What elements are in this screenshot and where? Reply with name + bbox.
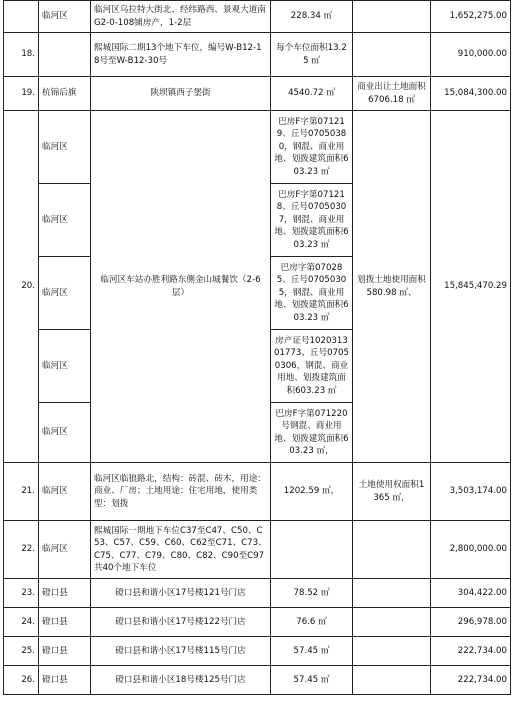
area-cell: 巴房F字第071218、丘号07050307，钢混、商业用地、划拨建筑面积603.23 ㎡ [271, 184, 353, 257]
district-cell: 临河区 [39, 403, 91, 463]
land-cell: 商业出让土地面积6706.18 ㎡ [353, 77, 431, 111]
location-cell: 临河区临狼路北，结构：砖混、砖木，用途：商业、厂房；土地用途：住宅用地，使用类型：划拨 [91, 463, 271, 521]
area-cell: 57.45 ㎡ [271, 666, 353, 695]
district-cell: 临河区 [39, 463, 91, 521]
location-cell: 磴口县和谐小区17号楼122号门店 [91, 608, 271, 637]
area-cell: 巴房字第070285、丘号07050305，钢混、商业用地、划拨建筑面积603.23 ㎡ [271, 257, 353, 330]
location-cell: 陕坝镇西子堡街 [91, 77, 271, 111]
district-cell: 磴口县 [39, 579, 91, 608]
row-number: 20. [4, 111, 39, 463]
price-cell: 304,422.00 [431, 579, 511, 608]
land-cell [353, 521, 431, 579]
area-cell: 巴房F字第071220号钢混、商业用地、划拨建筑面积603.23 ㎡， [271, 403, 353, 463]
price-cell: 15,845,470.29 [431, 111, 511, 463]
row-number: 25. [4, 637, 39, 666]
district-cell [39, 33, 91, 77]
district-cell: 临河区 [39, 111, 91, 184]
land-cell [353, 637, 431, 666]
land-cell: 土地使用权面积1365 ㎡， [353, 463, 431, 521]
area-cell: 房产证号102031301773、丘号07050306，钢混、商业用地、划拨建筑面积603.23 ㎡ [271, 330, 353, 403]
location-cell: 磴口县和谐小区18号楼125号门店 [91, 666, 271, 695]
district-cell: 临河区 [39, 521, 91, 579]
area-cell: 每个车位面积13.25 ㎡ [271, 33, 353, 77]
table-row [4, 463, 511, 521]
asset-table [3, 0, 511, 695]
district-cell: 杭锦后旗 [39, 77, 91, 111]
row-number: 21. [4, 463, 39, 521]
area-cell: 4540.72 ㎡ [271, 77, 353, 111]
district-cell: 临河区 [39, 330, 91, 403]
location-cell: 熙城国际一期地下车位C37至C47、C50、C53、C57、C59、C60、C62至C71、C73、C75、C77、C79、C80、C82、C90至C97共40个地下车位 [91, 521, 271, 579]
table-row [4, 33, 511, 77]
price-cell: 910,000.00 [431, 33, 511, 77]
area-cell: 巴房F字第071219、丘号07050380，钢混、商业用地、划拨建筑面积603.23 ㎡ [271, 111, 353, 184]
row-number: 22. [4, 521, 39, 579]
row-number: 24. [4, 608, 39, 637]
land-cell: 划拨土地使用面积580.98 ㎡、 [353, 111, 431, 463]
location-cell: 磴口县和谐小区17号楼115号门店 [91, 637, 271, 666]
land-cell [353, 608, 431, 637]
row-number [4, 1, 39, 33]
row-number: 23. [4, 579, 39, 608]
location-cell: 熙城国际二期13个地下车位，编号W-B12-18号至W-B12-30号 [91, 33, 271, 77]
table-row [4, 608, 511, 637]
land-cell [353, 33, 431, 77]
area-cell [271, 521, 353, 579]
area-cell: 228.34 ㎡ [271, 1, 353, 33]
land-cell [353, 579, 431, 608]
row-number: 26. [4, 666, 39, 695]
district-cell: 临河区 [39, 184, 91, 257]
row-number: 19. [4, 77, 39, 111]
table-row [4, 666, 511, 695]
price-cell: 222,734.00 [431, 666, 511, 695]
price-cell: 1,652,275.00 [431, 1, 511, 33]
area-cell: 57.45 ㎡ [271, 637, 353, 666]
district-cell: 临河区 [39, 257, 91, 330]
district-cell: 临河区 [39, 1, 91, 33]
land-cell [353, 666, 431, 695]
table-row [4, 521, 511, 579]
table-row [4, 111, 511, 184]
location-cell: 磴口县和谐小区17号楼121号门店 [91, 579, 271, 608]
price-cell: 3,503,174.00 [431, 463, 511, 521]
table-row [4, 77, 511, 111]
land-cell [353, 1, 431, 33]
price-cell: 15,084,300.00 [431, 77, 511, 111]
price-cell: 2,800,000.00 [431, 521, 511, 579]
price-cell: 296,978.00 [431, 608, 511, 637]
area-cell: 76.6 ㎡ [271, 608, 353, 637]
district-cell: 磴口县 [39, 666, 91, 695]
location-cell: 临河区车站办胜利路东侧金山城餐饮（2-6层） [91, 111, 271, 463]
district-cell: 磴口县 [39, 637, 91, 666]
area-cell: 1202.59 ㎡， [271, 463, 353, 521]
location-cell: 临河区乌拉特大街北、经纬路西、景观大道南G2-0-108铺房产，1-2层 [91, 1, 271, 33]
price-cell: 222,734.00 [431, 637, 511, 666]
table-row [4, 637, 511, 666]
district-cell: 磴口县 [39, 608, 91, 637]
row-number: 18. [4, 33, 39, 77]
table-row [4, 1, 511, 33]
area-cell: 78.52 ㎡ [271, 579, 353, 608]
table-row [4, 579, 511, 608]
